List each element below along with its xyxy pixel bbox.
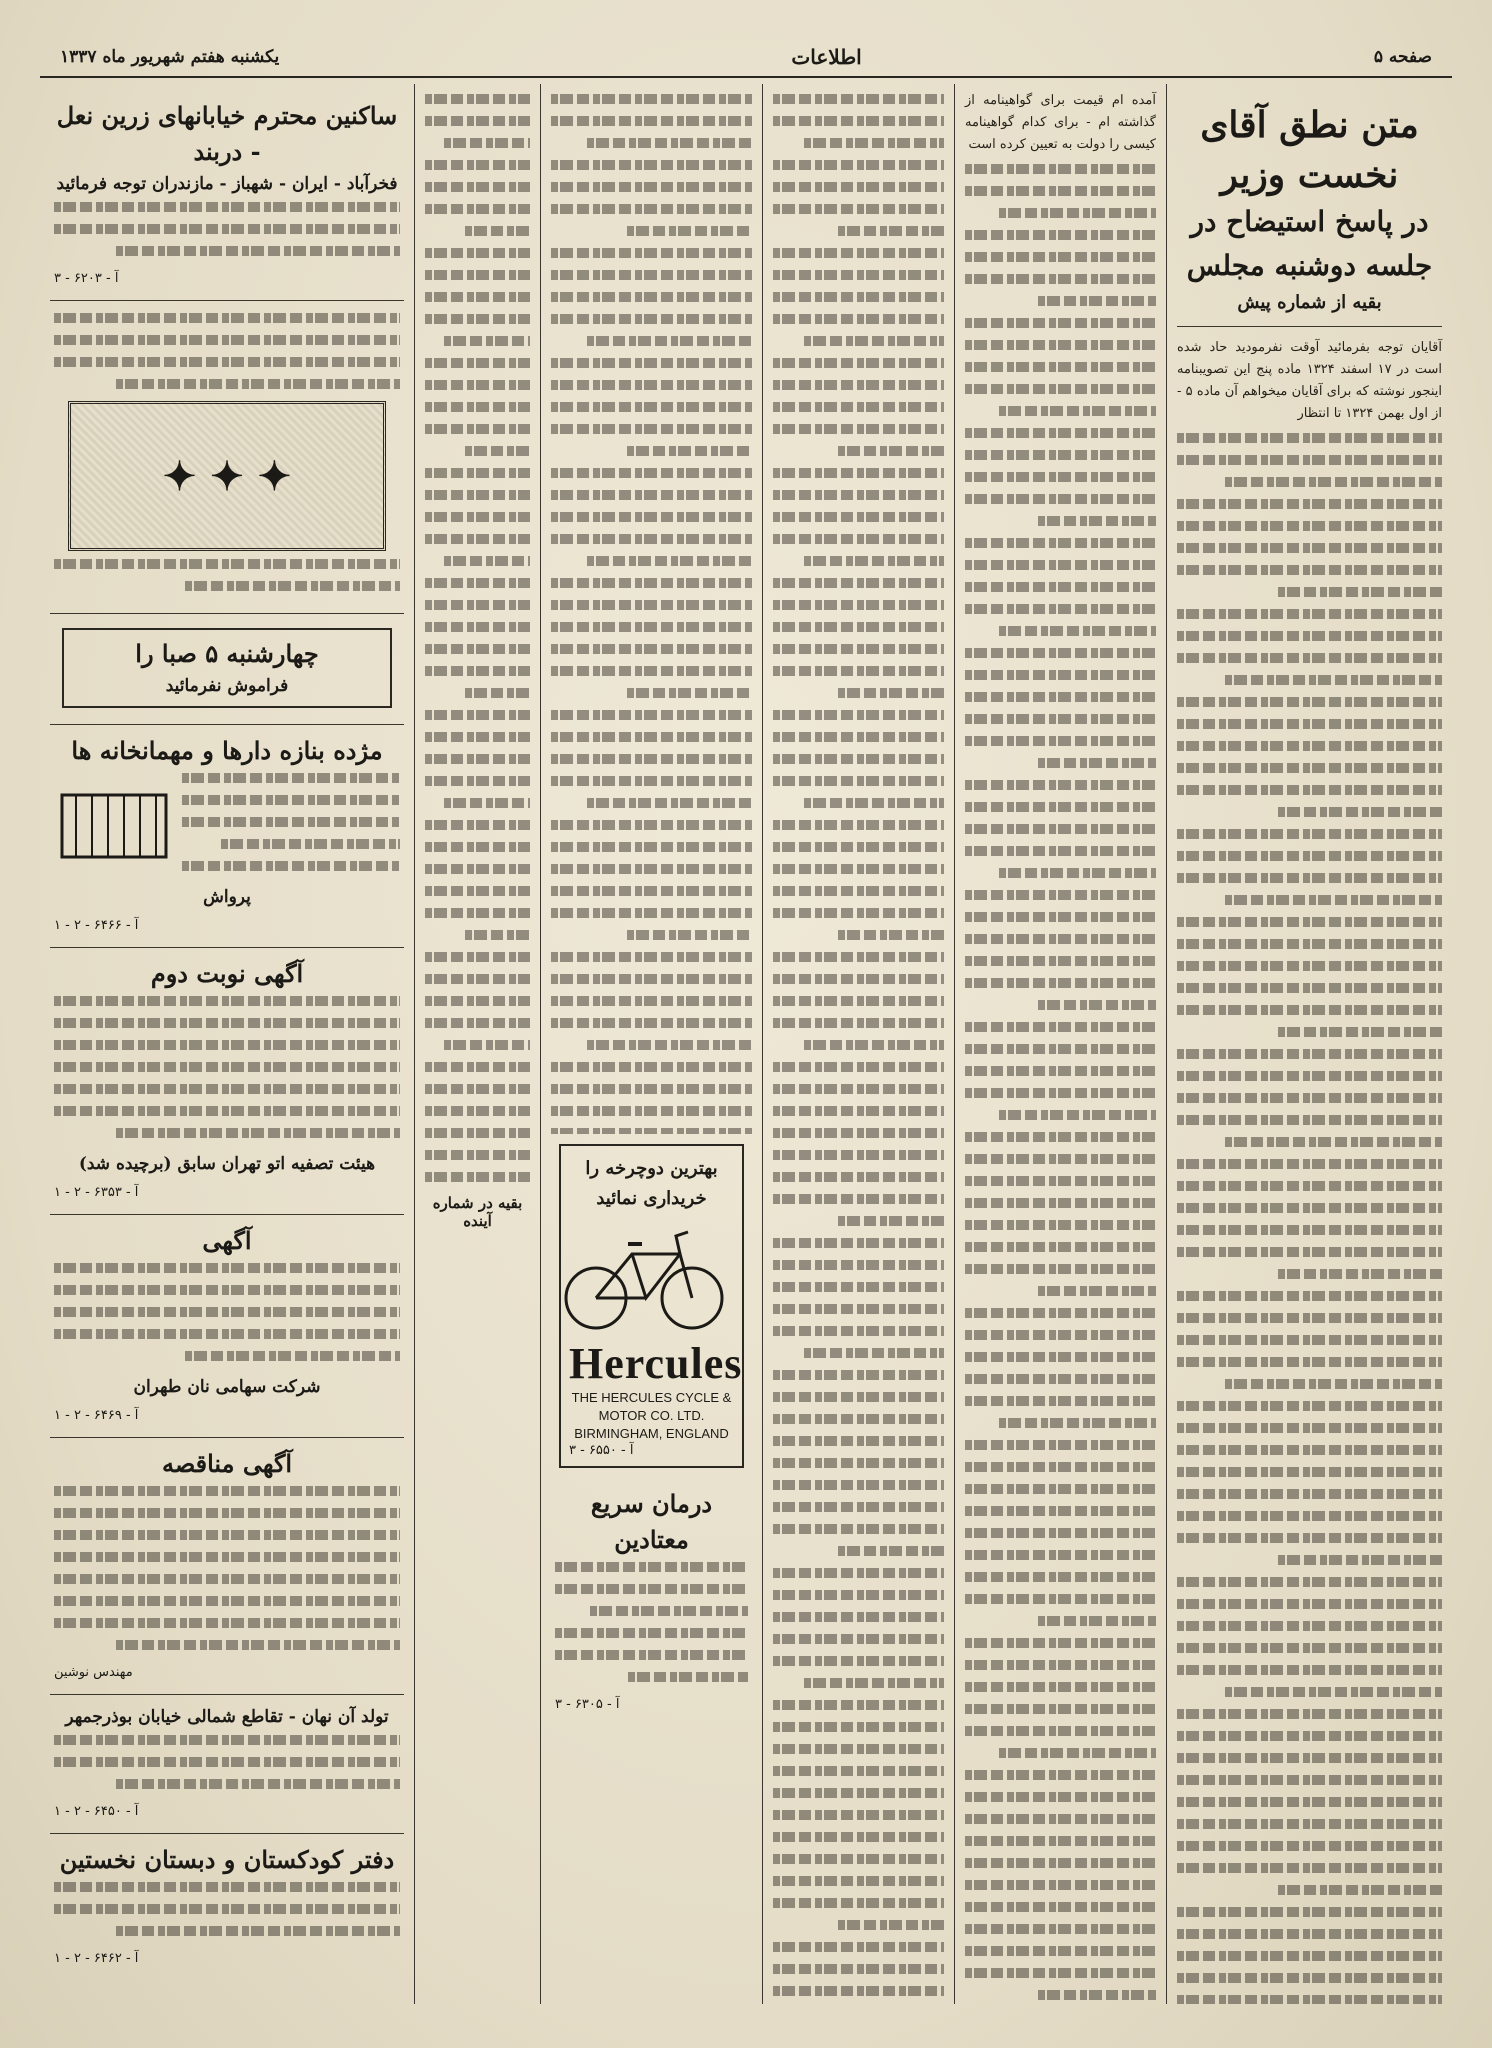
residents-subtitle: فخرآباد - ایران - شهباز - مازندران توجه فرمائید xyxy=(56,174,398,194)
builders-title: مژده بنازه دارها و مهمانخانه ها xyxy=(71,736,383,765)
hercules-ad xyxy=(559,1144,744,1468)
notice-text-lines xyxy=(54,1263,400,1361)
tailor-text-lines xyxy=(54,1735,400,1789)
clinic-ref: آ - ۶۳۰۵ - ۳ xyxy=(555,1697,620,1712)
article-text-lines xyxy=(551,94,752,1134)
article-text-lines xyxy=(425,94,530,1184)
wednesday-box xyxy=(62,628,392,708)
headline-line-1: متن نطق آقای نخست وزیر xyxy=(1200,104,1419,196)
article-text-lines xyxy=(773,94,944,2004)
tailor-ref: آ - ۶۴۵۰ - ۲ - ۱ xyxy=(54,1804,139,1819)
builders-ref: آ - ۶۴۶۶ - ۲ - ۱ xyxy=(54,918,139,933)
article-paragraph: آقایان توجه بفرمائید آوقت نفرمودید حاد شده است در ۱۷ اسفند ۱۳۲۴ ماده پنج این تصویبنامه اینجور نوشته که برای آقایان میخواهم آن ماده ۵ - از اول بهمن ۱۳۲۴ تا انتظار xyxy=(1177,340,1442,421)
column-1 xyxy=(1166,84,1452,2004)
clinic-text-lines xyxy=(555,1562,748,1682)
hercules-company: THE HERCULES CYCLE & MOTOR CO. LTD. xyxy=(571,1390,732,1423)
headline-line-2: در پاسخ استیضاح در جلسه دوشنبه مجلس xyxy=(1186,205,1433,282)
clinic-ad xyxy=(551,1478,752,1726)
masthead xyxy=(40,38,1452,78)
kindergarten-text-lines xyxy=(54,1882,400,1936)
article-paragraph: آمده ام قیمت برای گواهینامه از گذاشته ام - برای کدام گواهینامه کیسی را دولت به تعیین کرده است xyxy=(965,93,1156,152)
residents-title: ساکنین محترم خیابانهای زرین نعل - دربند xyxy=(56,101,398,166)
second-notice-title: آگهی نوبت دوم xyxy=(150,959,304,988)
logo-glyph-icon: ✦ ✦ ✦ xyxy=(162,452,292,500)
builders-brand: پرواش xyxy=(203,887,251,907)
main-headline xyxy=(1177,90,1442,327)
kindergarten-ref: آ - ۶۴۶۲ - ۲ - ۱ xyxy=(54,1951,139,1966)
second-notice-footer: هیئت تصفیه اتو تهران سابق (برچیده شد) xyxy=(78,1154,376,1174)
notice-title: آگهی xyxy=(202,1226,252,1255)
page-number: صفحه ۵ xyxy=(1373,47,1432,67)
hercules-ref: آ - ۶۵۵۰ - ۳ xyxy=(569,1443,634,1458)
hercules-brand: Hercules xyxy=(569,1339,743,1388)
wednesday-title: چهارشنبه ۵ صبا را xyxy=(135,639,319,668)
article-text-lines xyxy=(1177,433,1442,2004)
tender-ad xyxy=(50,1438,404,1695)
second-notice-ref: آ - ۶۳۵۳ - ۲ - ۱ xyxy=(54,1185,139,1200)
notice-ad xyxy=(50,1215,404,1438)
residents-text-lines xyxy=(54,202,400,256)
brand-logo-box xyxy=(68,401,386,551)
tailor-title: تولد آن نهان - تقاطع شمالی خیابان بوذرجمهر xyxy=(65,1707,389,1727)
paper-name: اطلاعات xyxy=(791,45,862,69)
residents-ref: آ - ۶۲۰۳ - ۳ xyxy=(54,271,119,286)
column-2 xyxy=(954,84,1166,2004)
tailor-ad xyxy=(50,1695,404,1834)
continued-label: بقیه در شماره آینده xyxy=(432,1194,523,1230)
column-5 xyxy=(414,84,540,2004)
kindergarten-title: دفتر کودکستان و دبستان نخستین xyxy=(59,1845,395,1874)
wednesday-ad xyxy=(50,614,404,725)
tender-ref: مهندس نوشین xyxy=(54,1665,133,1680)
unnamed-ad xyxy=(50,301,404,614)
second-notice-ad xyxy=(50,948,404,1215)
hercules-city: BIRMINGHAM, ENGLAND xyxy=(574,1426,729,1441)
second-notice-text-lines xyxy=(54,996,400,1138)
tender-title: آگهی مناقصه xyxy=(161,1449,293,1478)
hercules-slogan: بهترین دوچرخه را خریداری نمائید xyxy=(585,1158,718,1209)
notice-ref: آ - ۶۴۶۹ - ۲ - ۱ xyxy=(54,1408,139,1423)
wednesday-subtitle: فراموش نفرمائید xyxy=(165,676,289,696)
kindergarten-ad xyxy=(50,1834,404,1980)
radiator-illustration xyxy=(54,781,174,871)
bicycle-illustration xyxy=(554,1214,734,1334)
column-3 xyxy=(762,84,954,2004)
ad-text-lines xyxy=(54,559,400,591)
residents-ad xyxy=(50,90,404,301)
column-4 xyxy=(540,84,762,2004)
notice-footer: شرکت سهامی نان طهران xyxy=(133,1377,321,1397)
clinic-title: درمان سریع معتادین xyxy=(590,1489,713,1554)
issue-date: یکشنبه هفتم شهریور ماه ۱۳۳۷ xyxy=(60,47,280,67)
column-6-ads xyxy=(40,84,414,2004)
tender-text-lines xyxy=(54,1486,400,1650)
ad-text-lines xyxy=(54,313,400,389)
builders-text-lines xyxy=(182,773,400,883)
article-text-lines xyxy=(965,164,1156,2004)
headline-line-3: بقیه از شماره پیش xyxy=(1237,292,1382,313)
builders-ad xyxy=(50,725,404,948)
